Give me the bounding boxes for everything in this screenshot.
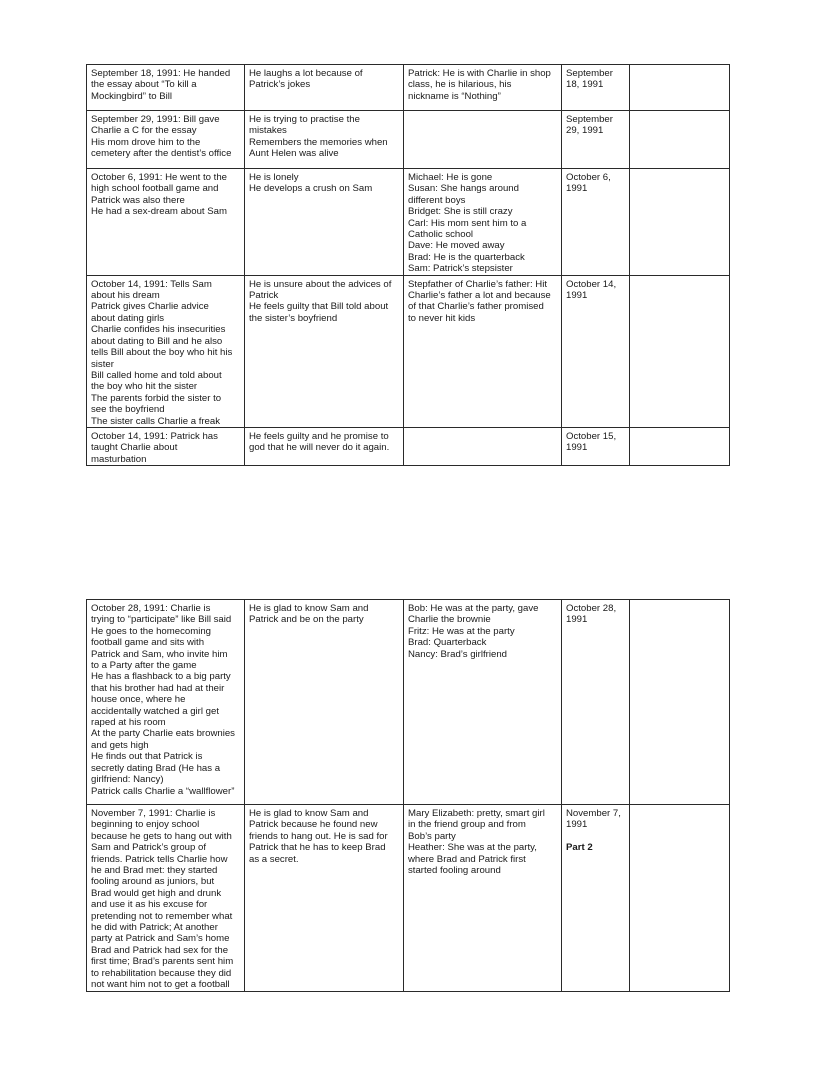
text-line: to rehabilitation because they did [91,967,232,979]
text-line: Patrick’s jokes [249,79,311,91]
text-line: He goes to the homecoming [91,625,211,637]
event-cell [87,805,245,992]
text-line: October 14, [566,278,617,290]
text-line: Bridget: She is still crazy [408,206,513,218]
text-line: Bob’s party [408,830,456,842]
text-line: he did with Patrick; At another [91,922,218,934]
notes-cell [630,600,730,805]
text-line: Charlie’s father a lot and because [408,290,551,302]
text-line: 29, 1991 [566,125,604,137]
feelings-cell [245,275,404,427]
text-line: He is lonely [249,172,299,183]
text-line: about his dream [91,290,160,302]
text-line: September [566,68,613,79]
table-row [87,600,730,805]
text-line: beginning to enjoy school [91,819,200,831]
line-spacer [566,831,625,842]
text-line: Bob: He was at the party, gave [408,603,539,614]
event-cell [87,427,245,465]
text-line: Sam: Patrick’s stepsister [408,263,513,275]
text-line: and gets high [91,739,149,751]
text-line: He laughs a lot because of [249,68,363,79]
characters-cell [404,65,562,111]
text-line: September 29, 1991: Bill gave [91,114,220,125]
text-line: Patrick that he has to keep Brad [249,842,386,854]
text-line: He has a flashback to a big party [91,671,231,683]
text-line: the boy who hit the sister [91,381,198,393]
text-line: He is glad to know Sam and [249,603,369,614]
text-line: Charlie the brownie [408,614,491,626]
text-line: pretending not to remember what [91,910,233,922]
feelings-cell [245,169,404,276]
event-cell [87,169,245,276]
characters-cell [404,275,562,427]
text-line: Charlie confides his insecurities [91,324,226,336]
feelings-cell [245,111,404,169]
text-line: October 6, 1991: He went to the [91,172,227,183]
text-line: of that Charlie’s father promised [408,301,544,313]
text-line: high school football game and [91,183,219,195]
character-notes-table-page-2 [86,599,730,992]
text-line: 1991 [566,442,588,454]
text-line: see the boyfriend [91,404,165,416]
text-line: Remembers the memories when [249,136,388,148]
text-line: Fritz: He was at the party [408,625,515,637]
text-line: November 7, 1991: Charlie is [91,808,216,819]
text-line: September 18, 1991: He handed [91,68,231,79]
notes-cell [630,275,730,427]
text-line: October 6, [566,172,611,183]
text-line: Dave: He moved away [408,240,505,252]
character-notes-table-page-1 [86,64,730,466]
text-line: The sister calls Charlie a freak [91,415,221,427]
table-row [87,65,730,111]
date-cell [562,169,630,276]
text-line: His mom drove him to the [91,136,201,148]
text-line: about dating to Bill and he also [91,335,223,347]
text-line: where Brad and Patrick first [408,853,526,865]
text-line: sister [91,358,114,370]
text-line: different boys [408,194,466,206]
text-line: accidentally watched a girl get [91,705,219,717]
text-line: nickname is “Nothing” [408,90,501,102]
text-line: raped at his room [91,717,166,729]
text-line: Carl: His mom sent him to a [408,217,527,229]
text-line: 1991 [566,290,588,302]
text-line: Patrick gives Charlie advice [91,301,209,313]
text-line: secretly dating Brad (He has a [91,762,221,774]
text-line: October 14, 1991: Tells Sam [91,278,212,290]
text-line: the essay about “To kill a [91,79,197,91]
feelings-cell [245,600,404,805]
text-line: fooling around as juniors, but [91,876,215,888]
text-line: to a Party after the game [91,660,197,672]
table-row [87,805,730,992]
date-cell [562,427,630,465]
text-line: mistakes [249,125,287,137]
notes-cell [630,111,730,169]
text-line: about dating girls [91,312,165,324]
text-line: He is trying to practise the [249,114,360,125]
text-line: September [566,114,613,125]
text-line: Patrick [249,290,279,302]
notes-cell [630,65,730,111]
text-line: Brad and Patrick had sex for the [91,944,229,956]
text-line: not want him not to get a football [91,979,230,991]
characters-cell [404,600,562,805]
text-line: that his brother had had at their [91,682,225,694]
text-line: Nancy: Brad’s girlfriend [408,648,508,660]
text-line: Charlie a C for the essay [91,125,197,137]
notes-cell [630,427,730,465]
text-line: He had a sex-dream about Sam [91,206,227,218]
text-line: Mary Elizabeth: pretty, smart girl [408,808,545,819]
text-line: trying to “participate” like Bill said [91,614,232,626]
text-line: masturbation [91,453,147,465]
text-line: Heather: She was at the party, [408,842,537,854]
text-line: Michael: He is gone [408,172,493,183]
text-line: Patrick was also there [91,194,185,206]
text-line: to never hit kids [408,312,476,324]
text-line: October 28, [566,603,617,614]
date-cell [562,600,630,805]
feelings-cell [245,65,404,111]
text-line: class, he is hilarious, his [408,79,512,91]
text-line: house once, where he [91,694,186,706]
text-line: and use it as his excuse for [91,899,208,911]
table-row [87,111,730,169]
text-line: tells Bill about the boy who hit his [91,347,233,359]
text-line: Mockingbird” to Bill [91,90,173,102]
text-line: cemetery after the dentist’s office [91,148,232,160]
text-line: Patrick and be on the party [249,614,364,626]
text-line: Patrick: He is with Charlie in shop [408,68,551,79]
text-line: He feels guilty that Bill told about [249,301,389,313]
text-line: November 7, [566,808,621,819]
text-line: as a secret. [249,853,299,865]
text-line: October 14, 1991: Patrick has [91,430,218,442]
text-line: Stepfather of Charlie’s father: Hit [408,278,548,290]
notes-cell [630,805,730,992]
text-line: started fooling around [408,865,501,877]
text-line: Sam and Patrick’s group of [91,842,207,854]
feelings-cell [245,427,404,465]
text-line: October 15, [566,430,617,442]
text-line: At the party Charlie eats brownies [91,728,235,740]
text-line: Patrick calls Charlie a “wallflower” [91,785,235,797]
text-line: 1991 [566,183,588,195]
text-line: god that he will never do it again. [249,442,390,454]
text-line: football game and sits with [91,637,205,649]
text-line: He is glad to know Sam and [249,808,369,819]
table-row [87,427,730,465]
characters-cell [404,169,562,276]
event-cell [87,600,245,805]
text-line: He finds out that Patrick is [91,751,203,763]
text-line: friends to hang out. He is sad for [249,830,388,842]
text-line: Brad would get high and drunk [91,887,222,899]
date-cell [562,275,630,427]
text-line: Brad: He is the quarterback [408,251,525,263]
text-line: girlfriend: Nancy) [91,774,164,786]
text-line: Aunt Helen was alive [249,148,339,160]
event-cell [87,275,245,427]
text-line: He feels guilty and he promise to [249,430,389,442]
text-line: Catholic school [408,229,474,241]
characters-cell [404,805,562,992]
text-line: He develops a crush on Sam [249,183,373,195]
text-line: he and Brad met: they started [91,865,218,877]
event-cell [87,111,245,169]
event-cell [87,65,245,111]
characters-cell [404,111,562,169]
text-line: party at Patrick and Sam’s home [91,933,230,945]
text-line: taught Charlie about [91,442,178,454]
date-cell [562,805,630,992]
date-cell [562,65,630,111]
table-row [87,169,730,276]
text-line: first time; Brad’s parents sent him [91,956,234,968]
text-line: October 28, 1991: Charlie is [91,603,211,614]
characters-cell [404,427,562,465]
text-line: in the friend group and from [408,819,526,831]
part-label: Part 2 [566,841,593,853]
text-line: He is unsure about the advices of [249,278,392,290]
text-line: Susan: She hangs around [408,183,519,195]
date-cell [562,111,630,169]
text-line: because he gets to hang out with [91,830,232,842]
text-line: the sister’s boyfriend [249,312,338,324]
text-line: 1991 [566,614,588,626]
text-line: Patrick and Sam, who invite him [91,648,228,660]
text-line: Bill called home and told about [91,369,222,381]
text-line: The parents forbid the sister to [91,392,222,404]
text-line: Brad: Quarterback [408,637,487,649]
text-line: 1991 [566,819,588,831]
feelings-cell [245,805,404,992]
notes-cell [630,169,730,276]
text-line: Patrick because he found new [249,819,378,831]
table-row [87,275,730,427]
text-line: 18, 1991 [566,79,604,91]
text-line: friends. Patrick tells Charlie how [91,853,228,865]
